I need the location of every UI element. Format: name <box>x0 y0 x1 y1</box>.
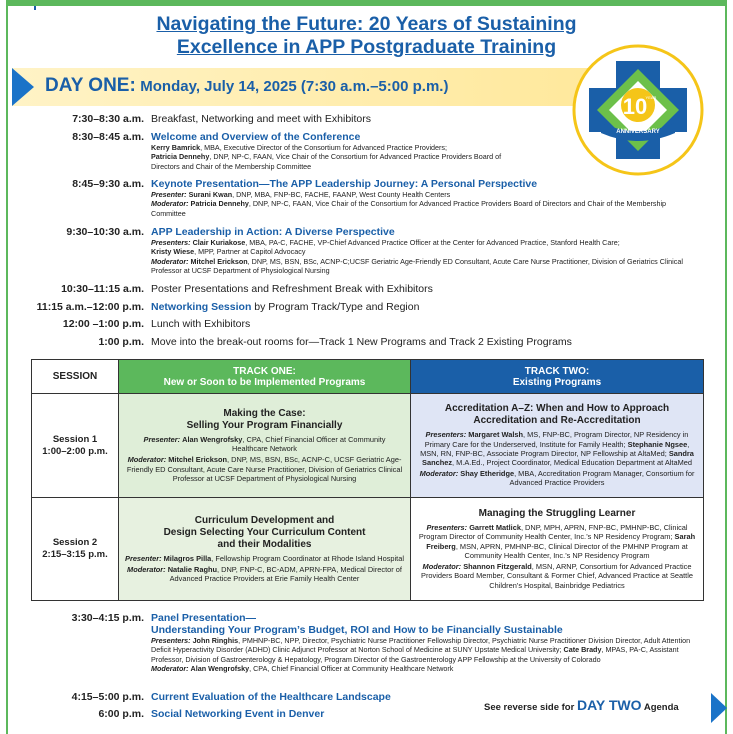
top-border <box>6 0 727 6</box>
logo-number: 10 <box>622 94 648 119</box>
schedule-title: Poster Presentations and Refreshment Break with Exhibitors <box>151 283 433 295</box>
speaker-line: Presenter: Surani Kwan, DNP, MBA, FNP-BC, FACHE, FAANP, West County Health Centers <box>151 190 451 199</box>
session-2-cell: Session 2 2:15–3:15 p.m. <box>32 498 119 601</box>
schedule-time: 11:15 a.m.–12:00 p.m. <box>36 301 144 313</box>
session-1-track-two: Accreditation A–Z: When and How to Approach Accreditation and Re-Accreditation Presenters: Margaret Walsh, MS, FNP-BC, Program Director, NP Residency in Primary Care for the Underserved, Institute for Family Health; Stephanie Ngsee, MSN, RN, FNP-BC, Associate Program Director, NP Fellowship at AltaMed; Sandra Sanchez, M.A.Ed., Project Coordinator, Medical Education Department at AltaMed Moderator: Shay Etheridge, MBA, Accreditation Program Manager, Consortium for Advanced Practice Providers <box>411 394 704 498</box>
speaker-line: Kristy Wiese, MPP, Partner at Capitol Advocacy <box>151 247 306 257</box>
speaker-line: Presenters: John Ringhis, PMHNP-BC, NPP, Director, Psychiatric Nurse Practitioner Fellowship Director, Psychiatric Nurse Practitioner Division Director, Adult Attention Deficit Hyperactivity Disorder (ADHD) Clinic Adjunct Professor at Norton School of Medicine at SUNY Upstate Medical University; Cate Brady, MPAS, PA-C, Assistant Professor, Division of Gastroenterology & Hepatology, Program Director of the Gastroenterology APP Fellowship at the University of Colorado <box>151 636 691 664</box>
schedule-time: 8:30–8:45 a.m. <box>72 131 144 143</box>
table-row <box>32 394 704 498</box>
right-border <box>725 0 727 734</box>
day-two-label: DAY TWO <box>576 697 642 713</box>
schedule-title: Move into the break-out rooms for—Track 1 New Programs and Track 2 Existing Programs <box>151 336 572 348</box>
speaker-line: Moderator: Alan Wengrofsky, CPA, Chief Financial Officer at Community Healthcare Network <box>151 663 454 673</box>
speaker-line: Kerry Bamrick, MBA, Executive Director of the Consortium for Advanced Practice Providers; <box>151 143 448 152</box>
table-row <box>32 498 704 601</box>
header-session: SESSION <box>32 360 119 394</box>
logo-year: YEAR <box>645 95 657 100</box>
schedule-title: Welcome and Overview of the Conference <box>151 131 361 143</box>
schedule-title: Breakfast, Networking and meet with Exhibitors <box>151 113 372 125</box>
speaker-line: Patricia Dennehy, DNP, NP-C, FAAN, Vice Chair of the Consortium for Advanced Practice Providers Board of Directors and Chair of the Membership Committee <box>151 152 502 171</box>
schedule-title: Current Evaluation of the Healthcare Landscape <box>151 691 391 703</box>
schedule-subtitle: Understanding Your Program’s Budget, ROI and How to be Financially Sustainable <box>151 624 563 636</box>
schedule-title: Panel Presentation— <box>151 612 257 624</box>
schedule-time: 3:30–4:15 p.m. <box>71 612 144 624</box>
schedule-title-tail: by Program Track/Type and Region <box>251 301 420 313</box>
schedule-time: 12:00 –1:00 p.m. <box>62 318 144 330</box>
schedule-time: 4:15–5:00 p.m. <box>71 691 144 703</box>
session-2-track-two: Managing the Struggling Learner Presenters: Garrett Matlick, DNP, MPH, APRN, FNP-BC, PMHNP-BC, Clinical Program Director of Community Health Center, Inc.’s NP Residency Program; Sarah Freiberg, MSN, APRN, PMHNP-BC, Clinical Director of the PMHNP Program at Community Health Center, Inc.’s NP Residency Program Moderator: Shannon Fitzgerald, MSN, ARNP, Consortium for Advanced Practice Providers Board Member, Consultant & Former Chief, Advanced Practice at Seattle Children’s Hospital, Bainbridge Pediatrics <box>411 498 704 601</box>
corner-mark <box>34 6 36 10</box>
table-header-row <box>32 360 704 394</box>
schedule-time: 1:00 p.m. <box>98 336 144 348</box>
speaker-line: Presenters: Clair Kuriakose, MBA, PA-C, FACHE, VP-Chief Advanced Practice Officer at the Center for Advanced Practice, Stanford Health Care; <box>151 238 620 247</box>
header-track-one: TRACK ONE: New or Soon to be Implemented Programs <box>119 360 411 394</box>
schedule-time: 7:30–8:30 a.m. <box>72 113 144 125</box>
arrow-right-icon <box>12 68 34 106</box>
schedule-title: APP Leadership in Action: A Diverse Perspective <box>151 226 395 238</box>
title-line-1: Navigating the Future: 20 Years of Sustaining <box>156 13 577 35</box>
breakout-table <box>31 359 704 601</box>
day-label: DAY ONE: <box>45 75 136 96</box>
schedule-title: Social Networking Event in Denver <box>151 708 325 720</box>
session-1-cell: Session 1 1:00–2:00 p.m. <box>32 394 119 498</box>
day-heading <box>45 75 448 97</box>
arrow-right-icon <box>711 693 727 723</box>
session-1-track-one: Making the Case: Selling Your Program Financially Presenter: Alan Wengrofsky, CPA, Chief Financial Officer at Community Healthcare Network Moderator: Mitchel Erickson, DNP, MS, BSN, BSc, ACNP-C, UCSF Geriatric Age-Friendly ED Consultant, Acute Care Nurse Practitioner, Division of Geriatrics Clinical Professor at UCSF Department of Physiological Nursing <box>119 394 411 498</box>
schedule-title: Keynote Presentation—The APP Leadership Journey: A Personal Perspective <box>151 178 538 190</box>
schedule-title: Networking Session <box>151 301 252 313</box>
day-date: Monday, July 14, 2025 (7:30 a.m.–5:00 p.m.) <box>140 78 449 95</box>
session-2-track-one: Curriculum Development and Design Selecting Your Curriculum Content and their Modalities Presenter: Milagros Pilla, Fellowship Program Coordinator at Rhode Island Hospital Moderator: Natalie Raghu, DNP, FNP-C, BC-ADM, APRN-FPA, Medical Director of Advanced Practice Providers at Erie Family Health Center <box>119 498 411 601</box>
schedule-title: Lunch with Exhibitors <box>151 318 251 330</box>
title-line-2: Excellence in APP Postgraduate Training <box>176 36 557 58</box>
header-track-two: TRACK TWO: Existing Programs <box>411 360 704 394</box>
schedule-time: 10:30–11:15 a.m. <box>61 283 144 295</box>
schedule-time: 8:45–9:30 a.m. <box>72 178 144 190</box>
logo-ribbon-text: ANNIVERSARY <box>616 129 660 135</box>
speaker-line: Moderator: Patricia Dennehy, DNP, NP-C, FAAN, Vice Chair of the Consortium for Advanced Practice Providers Board of Directors and Chair of the Membership Committee <box>151 199 667 218</box>
reverse-side-note: See reverse side for DAY TWO Agenda <box>484 697 679 713</box>
schedule-time: 9:30–10:30 a.m. <box>66 226 144 238</box>
schedule-time: 6:00 p.m. <box>98 708 144 720</box>
speaker-line: Moderator: Mitchel Erickson, DNP, MS, BSN, BSc, ACNP-C;UCSF Geriatric Age-Friendly ED Consultant, Acute Care Nurse Practitioner, Division of Geriatrics Clinical Professor at UCSF Department of Physiological Nursing <box>151 256 683 275</box>
